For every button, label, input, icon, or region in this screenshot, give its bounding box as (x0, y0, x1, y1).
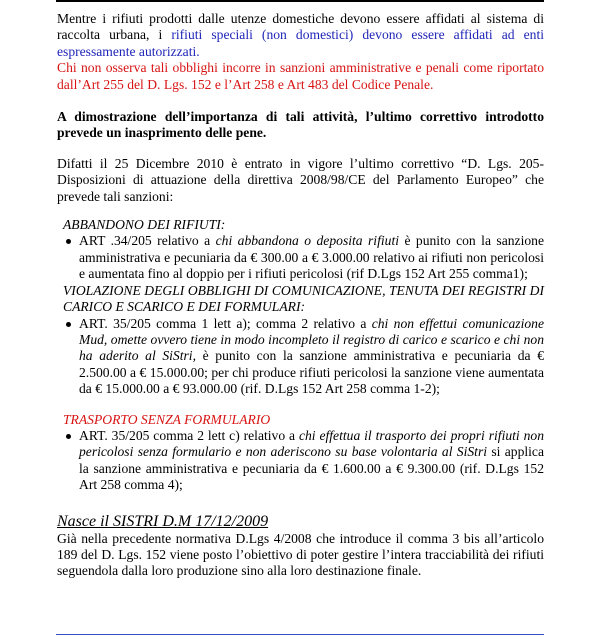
section-heading-violazione: VIOLAZIONE DEGLI OBBLIGHI DI COMUNICAZIONE, TENUTA DEI REGISTRI DI CARICO E SCARICO E DEI FORMULARI: (63, 282, 544, 315)
text-emphasis: chi effettua il trasporto dei propri rifiuti non pericolosi senza formulario e non aderiscono su base volontaria al SiStri (79, 427, 544, 460)
paragraph-importance: A dimostrazione dell’importanza di tali attività, l’ultimo correttivo introdotto prevede un inasprimento delle pene. (57, 109, 544, 141)
text-segment: ART. 35/205 comma 1 lett a); comma 2 relativo a (79, 315, 372, 331)
text-emphasis: chi abbandona o deposita rifiuti (215, 233, 399, 249)
text-segment: Mentre i rifiuti prodotti dalle utenze domestiche devono essere affidati al sistema di raccolta urbana, i (57, 11, 544, 43)
section-heading-sistri: Nasce il SISTRI D.M 17/12/2009 (57, 512, 269, 530)
text-segment: ART. 35/205 comma 2 lett c) relativo a (79, 427, 299, 443)
bullet-icon (66, 239, 71, 244)
list-item (57, 428, 544, 494)
text-segment: ART .34/205 relativo a (79, 233, 216, 249)
top-rule (56, 0, 544, 2)
list-item (57, 233, 544, 282)
bullet-icon (66, 434, 71, 439)
section-heading-trasporto: TRASPORTO SENZA FORMULARIO (63, 411, 271, 427)
bottom-rule (56, 634, 544, 635)
paragraph-sistri: Già nella precedente normativa D.Lgs 4/2008 che introduce il comma 3 bis all’articolo 189 del D. Lgs. 152 viene posto l’obiettivo di poter gestire l’intera tracciabilità dei rifiuti seguendola dalla loro produzione sino alla loro destinazione finale. (57, 530, 544, 579)
text-segment: è punito con la sanzione amministrativa e pecuniaria da € 300.00 a € 3.000.00 relativo ai rifiuti non pericolosi e aumentata fino al doppio per i rifiuti pericolosi (rif D.Lgs 152 Art 255 comma1); (79, 233, 544, 282)
paragraph-waste-disposal (57, 11, 544, 60)
text-segment: si applica la sanzione amministrativa e pecuniaria da € 1.600.00 a € 9.300.00 (rif. D.Lgs 152 Art 258 comma 4); (79, 444, 544, 493)
section-heading-abbandono: ABBANDONO DEI RIFIUTI: (63, 217, 226, 233)
document-body (57, 11, 544, 580)
text-emphasis: chi non effettui comunicazione Mud, omette ovvero tiene in modo incompleto il registro di carico e scarico e chi non ha aderito al SiStri, (79, 315, 545, 364)
bullet-icon (66, 322, 71, 327)
highlight-special-waste: rifiuti speciali (non domestici) devono essere affidati ad enti espressamente autorizzati. (57, 27, 544, 59)
text-segment: è punito con la sanzione amministrativa e pecuniaria da € 2.500.00 a € 15.000.00; per chi produce rifiuti pericolosi la sanzione viene aumentata da € 15.000.00 a € 93.000.00 (rif. D.Lgs 152 Art 258 comma 1-2); (79, 348, 544, 397)
list-item (57, 316, 544, 398)
paragraph-decree: Difatti il 25 Dicembre 2010 è entrato in vigore l’ultimo correttivo “D. Lgs. 205- Disposizioni di attuazione della direttiva 2008/98/CE del Parlamento Europeo” che prevede tali sanzioni: (57, 155, 544, 204)
paragraph-sanctions-warning: Chi non osserva tali obblighi incorre in sanzioni amministrative e penali come riportato dall’Art 255 del D. Lgs. 152 e l’Art 258 e Art 483 del Codice Penale. (57, 60, 544, 92)
